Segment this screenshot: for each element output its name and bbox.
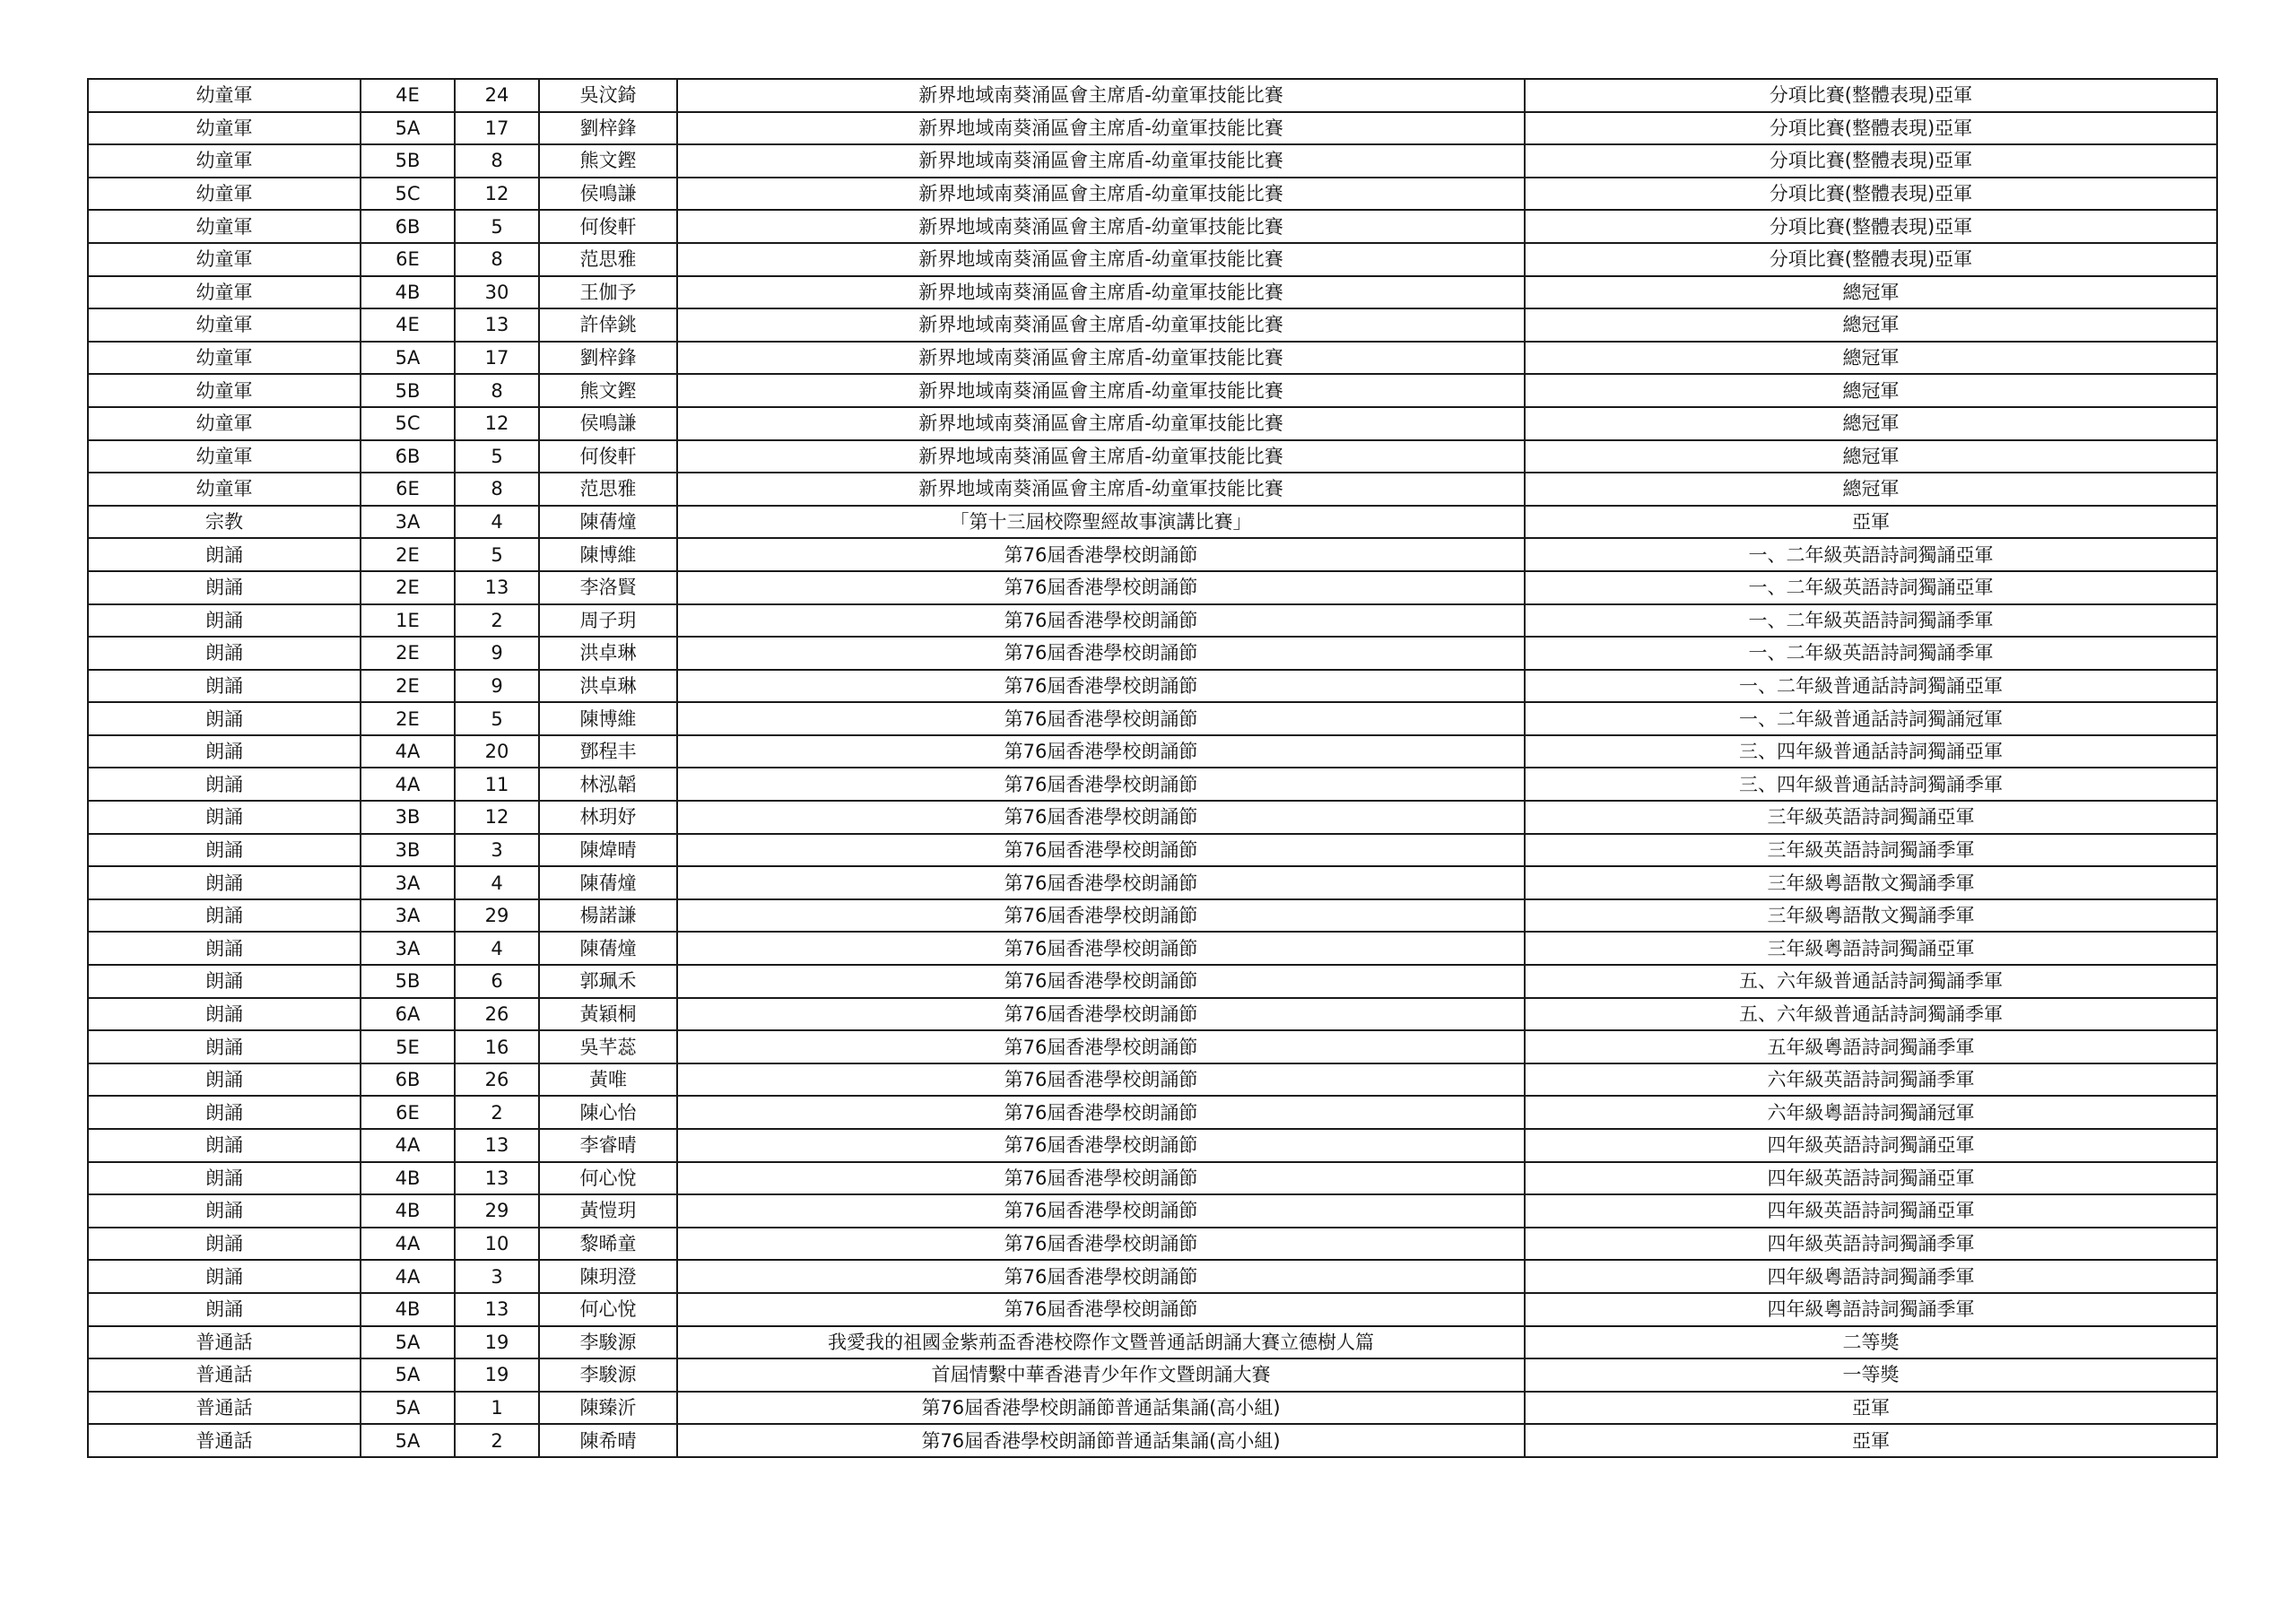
award-cell: 三、四年級普通話詩詞獨誦季軍 bbox=[1525, 768, 2217, 801]
category-cell: 幼童軍 bbox=[88, 342, 361, 375]
student-name-cell: 侯鳴謙 bbox=[539, 178, 677, 211]
class-cell: 2E bbox=[361, 670, 455, 703]
competition-cell: 首屆情繫中華香港青少年作文暨朗誦大賽 bbox=[677, 1358, 1525, 1392]
class-cell: 4A bbox=[361, 735, 455, 768]
table-row bbox=[88, 342, 2217, 375]
class-cell: 4E bbox=[361, 79, 455, 112]
class-cell: 5A bbox=[361, 1424, 455, 1457]
class-cell: 6E bbox=[361, 1096, 455, 1129]
category-cell: 朗誦 bbox=[88, 1030, 361, 1063]
award-cell: 六年級英語詩詞獨誦季軍 bbox=[1525, 1063, 2217, 1097]
table-row bbox=[88, 1260, 2217, 1293]
competition-cell: 第76屆香港學校朗誦節 bbox=[677, 735, 1525, 768]
category-cell: 朗誦 bbox=[88, 866, 361, 899]
student-name-cell: 楊諾謙 bbox=[539, 899, 677, 933]
student-number-cell: 26 bbox=[455, 998, 539, 1031]
student-name-cell: 王伽予 bbox=[539, 276, 677, 309]
class-cell: 5B bbox=[361, 374, 455, 407]
category-cell: 普通話 bbox=[88, 1392, 361, 1425]
category-cell: 朗誦 bbox=[88, 932, 361, 965]
category-cell: 幼童軍 bbox=[88, 112, 361, 145]
table-row bbox=[88, 1392, 2217, 1425]
awards-table-body bbox=[88, 79, 2217, 1457]
category-cell: 朗誦 bbox=[88, 965, 361, 998]
student-name-cell: 林玥妤 bbox=[539, 801, 677, 834]
student-name-cell: 李駿源 bbox=[539, 1326, 677, 1359]
student-name-cell: 李睿晴 bbox=[539, 1129, 677, 1162]
category-cell: 幼童軍 bbox=[88, 79, 361, 112]
student-number-cell: 29 bbox=[455, 899, 539, 933]
student-number-cell: 2 bbox=[455, 1424, 539, 1457]
class-cell: 5A bbox=[361, 1392, 455, 1425]
student-number-cell: 13 bbox=[455, 571, 539, 604]
category-cell: 普通話 bbox=[88, 1424, 361, 1457]
table-row bbox=[88, 1424, 2217, 1457]
competition-cell: 第76屆香港學校朗誦節 bbox=[677, 1228, 1525, 1261]
category-cell: 朗誦 bbox=[88, 1260, 361, 1293]
award-cell: 一等獎 bbox=[1525, 1358, 2217, 1392]
student-name-cell: 黃穎桐 bbox=[539, 998, 677, 1031]
award-cell: 三年級英語詩詞獨誦季軍 bbox=[1525, 834, 2217, 867]
student-number-cell: 2 bbox=[455, 604, 539, 638]
competition-cell: 「第十三屆校際聖經故事演講比賽」 bbox=[677, 506, 1525, 539]
student-number-cell: 4 bbox=[455, 506, 539, 539]
table-row bbox=[88, 144, 2217, 178]
award-cell: 一、二年級英語詩詞獨誦季軍 bbox=[1525, 604, 2217, 638]
competition-cell: 新界地域南葵涌區會主席盾-幼童軍技能比賽 bbox=[677, 112, 1525, 145]
class-cell: 2E bbox=[361, 538, 455, 571]
student-number-cell: 26 bbox=[455, 1063, 539, 1097]
student-number-cell: 12 bbox=[455, 801, 539, 834]
student-name-cell: 何俊軒 bbox=[539, 440, 677, 473]
award-cell: 四年級英語詩詞獨誦亞軍 bbox=[1525, 1162, 2217, 1195]
student-number-cell: 5 bbox=[455, 210, 539, 243]
student-name-cell: 陳蒨燑 bbox=[539, 866, 677, 899]
category-cell: 幼童軍 bbox=[88, 243, 361, 276]
student-name-cell: 陳蒨燑 bbox=[539, 932, 677, 965]
competition-cell: 新界地域南葵涌區會主席盾-幼童軍技能比賽 bbox=[677, 473, 1525, 506]
competition-cell: 新界地域南葵涌區會主席盾-幼童軍技能比賽 bbox=[677, 210, 1525, 243]
class-cell: 3A bbox=[361, 866, 455, 899]
table-row bbox=[88, 571, 2217, 604]
category-cell: 朗誦 bbox=[88, 1293, 361, 1326]
class-cell: 3A bbox=[361, 899, 455, 933]
student-name-cell: 吳汶錡 bbox=[539, 79, 677, 112]
award-cell: 五、六年級普通話詩詞獨誦季軍 bbox=[1525, 998, 2217, 1031]
table-row bbox=[88, 276, 2217, 309]
competition-cell: 第76屆香港學校朗誦節 bbox=[677, 637, 1525, 670]
award-cell: 三年級粵語散文獨誦季軍 bbox=[1525, 866, 2217, 899]
student-number-cell: 3 bbox=[455, 1260, 539, 1293]
table-row bbox=[88, 965, 2217, 998]
student-name-cell: 黃唯 bbox=[539, 1063, 677, 1097]
award-cell: 四年級英語詩詞獨誦亞軍 bbox=[1525, 1194, 2217, 1228]
award-cell: 六年級粵語詩詞獨誦冠軍 bbox=[1525, 1096, 2217, 1129]
table-row bbox=[88, 1096, 2217, 1129]
student-number-cell: 8 bbox=[455, 374, 539, 407]
student-name-cell: 吳芊蕊 bbox=[539, 1030, 677, 1063]
student-number-cell: 20 bbox=[455, 735, 539, 768]
category-cell: 朗誦 bbox=[88, 801, 361, 834]
student-name-cell: 洪卓琳 bbox=[539, 637, 677, 670]
category-cell: 普通話 bbox=[88, 1358, 361, 1392]
award-cell: 總冠軍 bbox=[1525, 374, 2217, 407]
class-cell: 3A bbox=[361, 932, 455, 965]
award-cell: 一、二年級英語詩詞獨誦亞軍 bbox=[1525, 538, 2217, 571]
class-cell: 2E bbox=[361, 702, 455, 735]
table-row bbox=[88, 407, 2217, 440]
student-name-cell: 陳臻沂 bbox=[539, 1392, 677, 1425]
table-row bbox=[88, 1293, 2217, 1326]
competition-cell: 新界地域南葵涌區會主席盾-幼童軍技能比賽 bbox=[677, 178, 1525, 211]
category-cell: 幼童軍 bbox=[88, 440, 361, 473]
student-number-cell: 5 bbox=[455, 538, 539, 571]
competition-cell: 第76屆香港學校朗誦節 bbox=[677, 1260, 1525, 1293]
competition-cell: 第76屆香港學校朗誦節 bbox=[677, 670, 1525, 703]
class-cell: 5C bbox=[361, 407, 455, 440]
class-cell: 4B bbox=[361, 1162, 455, 1195]
class-cell: 6E bbox=[361, 473, 455, 506]
competition-cell: 第76屆香港學校朗誦節 bbox=[677, 1129, 1525, 1162]
student-number-cell: 8 bbox=[455, 144, 539, 178]
table-row bbox=[88, 210, 2217, 243]
category-cell: 普通話 bbox=[88, 1326, 361, 1359]
student-number-cell: 30 bbox=[455, 276, 539, 309]
class-cell: 1E bbox=[361, 604, 455, 638]
student-number-cell: 29 bbox=[455, 1194, 539, 1228]
student-number-cell: 9 bbox=[455, 670, 539, 703]
award-cell: 三年級粵語散文獨誦季軍 bbox=[1525, 899, 2217, 933]
student-name-cell: 熊文鏗 bbox=[539, 374, 677, 407]
category-cell: 朗誦 bbox=[88, 637, 361, 670]
student-name-cell: 何心悅 bbox=[539, 1293, 677, 1326]
table-row bbox=[88, 1228, 2217, 1261]
class-cell: 4B bbox=[361, 1194, 455, 1228]
student-name-cell: 郭珮禾 bbox=[539, 965, 677, 998]
award-cell: 二等獎 bbox=[1525, 1326, 2217, 1359]
table-row bbox=[88, 1030, 2217, 1063]
student-name-cell: 陳希晴 bbox=[539, 1424, 677, 1457]
student-name-cell: 范思雅 bbox=[539, 473, 677, 506]
class-cell: 4B bbox=[361, 1293, 455, 1326]
award-cell: 分項比賽(整體表現)亞軍 bbox=[1525, 243, 2217, 276]
student-number-cell: 16 bbox=[455, 1030, 539, 1063]
competition-cell: 第76屆香港學校朗誦節 bbox=[677, 998, 1525, 1031]
competition-cell: 第76屆香港學校朗誦節 bbox=[677, 1293, 1525, 1326]
competition-cell: 新界地域南葵涌區會主席盾-幼童軍技能比賽 bbox=[677, 79, 1525, 112]
class-cell: 5B bbox=[361, 965, 455, 998]
category-cell: 幼童軍 bbox=[88, 407, 361, 440]
competition-cell: 新界地域南葵涌區會主席盾-幼童軍技能比賽 bbox=[677, 308, 1525, 342]
competition-cell: 第76屆香港學校朗誦節 bbox=[677, 1063, 1525, 1097]
student-name-cell: 黃愷玥 bbox=[539, 1194, 677, 1228]
student-name-cell: 陳蒨燑 bbox=[539, 506, 677, 539]
student-number-cell: 13 bbox=[455, 1293, 539, 1326]
category-cell: 幼童軍 bbox=[88, 374, 361, 407]
award-cell: 一、二年級普通話詩詞獨誦冠軍 bbox=[1525, 702, 2217, 735]
student-name-cell: 劉梓鋒 bbox=[539, 112, 677, 145]
category-cell: 幼童軍 bbox=[88, 473, 361, 506]
table-row bbox=[88, 308, 2217, 342]
award-cell: 分項比賽(整體表現)亞軍 bbox=[1525, 112, 2217, 145]
category-cell: 朗誦 bbox=[88, 702, 361, 735]
class-cell: 4A bbox=[361, 1129, 455, 1162]
student-name-cell: 何心悅 bbox=[539, 1162, 677, 1195]
student-number-cell: 5 bbox=[455, 702, 539, 735]
category-cell: 朗誦 bbox=[88, 899, 361, 933]
class-cell: 5E bbox=[361, 1030, 455, 1063]
table-row bbox=[88, 506, 2217, 539]
award-cell: 總冠軍 bbox=[1525, 473, 2217, 506]
student-name-cell: 洪卓琳 bbox=[539, 670, 677, 703]
table-row bbox=[88, 604, 2217, 638]
class-cell: 6B bbox=[361, 210, 455, 243]
award-cell: 總冠軍 bbox=[1525, 440, 2217, 473]
student-number-cell: 17 bbox=[455, 112, 539, 145]
competition-cell: 第76屆香港學校朗誦節 bbox=[677, 1096, 1525, 1129]
award-cell: 分項比賽(整體表現)亞軍 bbox=[1525, 144, 2217, 178]
competition-cell: 新界地域南葵涌區會主席盾-幼童軍技能比賽 bbox=[677, 440, 1525, 473]
student-name-cell: 李洛賢 bbox=[539, 571, 677, 604]
award-cell: 一、二年級英語詩詞獨誦亞軍 bbox=[1525, 571, 2217, 604]
table-row bbox=[88, 1326, 2217, 1359]
student-name-cell: 周子玥 bbox=[539, 604, 677, 638]
table-row bbox=[88, 178, 2217, 211]
class-cell: 3B bbox=[361, 834, 455, 867]
student-name-cell: 陳玥澄 bbox=[539, 1260, 677, 1293]
award-cell: 一、二年級普通話詩詞獨誦亞軍 bbox=[1525, 670, 2217, 703]
student-name-cell: 陳煒晴 bbox=[539, 834, 677, 867]
award-cell: 亞軍 bbox=[1525, 506, 2217, 539]
category-cell: 朗誦 bbox=[88, 1194, 361, 1228]
category-cell: 朗誦 bbox=[88, 998, 361, 1031]
student-name-cell: 陳博維 bbox=[539, 538, 677, 571]
student-number-cell: 10 bbox=[455, 1228, 539, 1261]
award-cell: 四年級粵語詩詞獨誦季軍 bbox=[1525, 1293, 2217, 1326]
competition-cell: 第76屆香港學校朗誦節 bbox=[677, 538, 1525, 571]
competition-cell: 第76屆香港學校朗誦節 bbox=[677, 702, 1525, 735]
student-number-cell: 19 bbox=[455, 1358, 539, 1392]
competition-cell: 第76屆香港學校朗誦節 bbox=[677, 932, 1525, 965]
award-cell: 五、六年級普通話詩詞獨誦季軍 bbox=[1525, 965, 2217, 998]
award-cell: 五年級粵語詩詞獨誦季軍 bbox=[1525, 1030, 2217, 1063]
awards-table bbox=[87, 78, 2218, 1458]
class-cell: 6B bbox=[361, 440, 455, 473]
class-cell: 4A bbox=[361, 1228, 455, 1261]
award-cell: 分項比賽(整體表現)亞軍 bbox=[1525, 210, 2217, 243]
table-row bbox=[88, 866, 2217, 899]
award-cell: 一、二年級英語詩詞獨誦季軍 bbox=[1525, 637, 2217, 670]
table-row bbox=[88, 1358, 2217, 1392]
award-cell: 總冠軍 bbox=[1525, 342, 2217, 375]
competition-cell: 新界地域南葵涌區會主席盾-幼童軍技能比賽 bbox=[677, 342, 1525, 375]
table-row bbox=[88, 1063, 2217, 1097]
competition-cell: 第76屆香港學校朗誦節 bbox=[677, 801, 1525, 834]
award-cell: 四年級粵語詩詞獨誦季軍 bbox=[1525, 1260, 2217, 1293]
table-row bbox=[88, 440, 2217, 473]
competition-cell: 新界地域南葵涌區會主席盾-幼童軍技能比賽 bbox=[677, 144, 1525, 178]
table-row bbox=[88, 538, 2217, 571]
category-cell: 朗誦 bbox=[88, 1129, 361, 1162]
student-number-cell: 12 bbox=[455, 178, 539, 211]
student-name-cell: 范思雅 bbox=[539, 243, 677, 276]
class-cell: 5A bbox=[361, 342, 455, 375]
competition-cell: 第76屆香港學校朗誦節 bbox=[677, 604, 1525, 638]
category-cell: 朗誦 bbox=[88, 538, 361, 571]
student-number-cell: 4 bbox=[455, 866, 539, 899]
table-row bbox=[88, 473, 2217, 506]
student-name-cell: 侯鳴謙 bbox=[539, 407, 677, 440]
competition-cell: 第76屆香港學校朗誦節 bbox=[677, 899, 1525, 933]
student-name-cell: 許倖銚 bbox=[539, 308, 677, 342]
competition-cell: 第76屆香港學校朗誦節 bbox=[677, 1162, 1525, 1195]
student-name-cell: 李駿源 bbox=[539, 1358, 677, 1392]
award-cell: 總冠軍 bbox=[1525, 308, 2217, 342]
award-cell: 分項比賽(整體表現)亞軍 bbox=[1525, 178, 2217, 211]
student-number-cell: 6 bbox=[455, 965, 539, 998]
class-cell: 3A bbox=[361, 506, 455, 539]
student-number-cell: 3 bbox=[455, 834, 539, 867]
category-cell: 宗教 bbox=[88, 506, 361, 539]
student-number-cell: 8 bbox=[455, 243, 539, 276]
category-cell: 朗誦 bbox=[88, 1096, 361, 1129]
category-cell: 幼童軍 bbox=[88, 308, 361, 342]
category-cell: 朗誦 bbox=[88, 1162, 361, 1195]
award-cell: 亞軍 bbox=[1525, 1392, 2217, 1425]
competition-cell: 我愛我的祖國金紫荊盃香港校際作文暨普通話朗誦大賽立德樹人篇 bbox=[677, 1326, 1525, 1359]
award-cell: 三年級英語詩詞獨誦亞軍 bbox=[1525, 801, 2217, 834]
award-cell: 三年級粵語詩詞獨誦亞軍 bbox=[1525, 932, 2217, 965]
student-number-cell: 13 bbox=[455, 308, 539, 342]
student-number-cell: 9 bbox=[455, 637, 539, 670]
category-cell: 幼童軍 bbox=[88, 144, 361, 178]
table-row bbox=[88, 1129, 2217, 1162]
competition-cell: 第76屆香港學校朗誦節普通話集誦(高小組) bbox=[677, 1424, 1525, 1457]
award-cell: 總冠軍 bbox=[1525, 276, 2217, 309]
table-row bbox=[88, 112, 2217, 145]
competition-cell: 第76屆香港學校朗誦節 bbox=[677, 965, 1525, 998]
class-cell: 5A bbox=[361, 112, 455, 145]
table-row bbox=[88, 637, 2217, 670]
class-cell: 2E bbox=[361, 637, 455, 670]
student-number-cell: 13 bbox=[455, 1129, 539, 1162]
student-number-cell: 5 bbox=[455, 440, 539, 473]
table-row bbox=[88, 1194, 2217, 1228]
class-cell: 3B bbox=[361, 801, 455, 834]
competition-cell: 第76屆香港學校朗誦節 bbox=[677, 866, 1525, 899]
student-name-cell: 陳博維 bbox=[539, 702, 677, 735]
table-row bbox=[88, 374, 2217, 407]
class-cell: 5A bbox=[361, 1358, 455, 1392]
category-cell: 朗誦 bbox=[88, 1063, 361, 1097]
class-cell: 5C bbox=[361, 178, 455, 211]
award-cell: 亞軍 bbox=[1525, 1424, 2217, 1457]
award-cell: 分項比賽(整體表現)亞軍 bbox=[1525, 79, 2217, 112]
student-name-cell: 鄧程丰 bbox=[539, 735, 677, 768]
table-row bbox=[88, 801, 2217, 834]
student-number-cell: 17 bbox=[455, 342, 539, 375]
class-cell: 6A bbox=[361, 998, 455, 1031]
competition-cell: 新界地域南葵涌區會主席盾-幼童軍技能比賽 bbox=[677, 407, 1525, 440]
category-cell: 幼童軍 bbox=[88, 210, 361, 243]
category-cell: 朗誦 bbox=[88, 670, 361, 703]
category-cell: 朗誦 bbox=[88, 834, 361, 867]
table-row bbox=[88, 1162, 2217, 1195]
category-cell: 朗誦 bbox=[88, 735, 361, 768]
competition-cell: 第76屆香港學校朗誦節 bbox=[677, 768, 1525, 801]
student-number-cell: 24 bbox=[455, 79, 539, 112]
competition-cell: 新界地域南葵涌區會主席盾-幼童軍技能比賽 bbox=[677, 374, 1525, 407]
award-cell: 四年級英語詩詞獨誦亞軍 bbox=[1525, 1129, 2217, 1162]
category-cell: 朗誦 bbox=[88, 1228, 361, 1261]
competition-cell: 第76屆香港學校朗誦節普通話集誦(高小組) bbox=[677, 1392, 1525, 1425]
student-name-cell: 黎晞童 bbox=[539, 1228, 677, 1261]
table-row bbox=[88, 899, 2217, 933]
table-row bbox=[88, 79, 2217, 112]
class-cell: 5A bbox=[361, 1326, 455, 1359]
award-cell: 三、四年級普通話詩詞獨誦亞軍 bbox=[1525, 735, 2217, 768]
table-row bbox=[88, 834, 2217, 867]
student-name-cell: 林泓韜 bbox=[539, 768, 677, 801]
class-cell: 2E bbox=[361, 571, 455, 604]
student-number-cell: 11 bbox=[455, 768, 539, 801]
class-cell: 4B bbox=[361, 276, 455, 309]
document-page bbox=[87, 78, 2216, 1458]
competition-cell: 第76屆香港學校朗誦節 bbox=[677, 571, 1525, 604]
table-row bbox=[88, 702, 2217, 735]
student-name-cell: 何俊軒 bbox=[539, 210, 677, 243]
table-row bbox=[88, 670, 2217, 703]
student-number-cell: 12 bbox=[455, 407, 539, 440]
student-number-cell: 1 bbox=[455, 1392, 539, 1425]
competition-cell: 新界地域南葵涌區會主席盾-幼童軍技能比賽 bbox=[677, 243, 1525, 276]
category-cell: 朗誦 bbox=[88, 571, 361, 604]
class-cell: 4A bbox=[361, 768, 455, 801]
class-cell: 4E bbox=[361, 308, 455, 342]
competition-cell: 第76屆香港學校朗誦節 bbox=[677, 1194, 1525, 1228]
table-row bbox=[88, 243, 2217, 276]
student-name-cell: 陳心怡 bbox=[539, 1096, 677, 1129]
student-number-cell: 4 bbox=[455, 932, 539, 965]
table-row bbox=[88, 998, 2217, 1031]
table-row bbox=[88, 768, 2217, 801]
student-name-cell: 劉梓鋒 bbox=[539, 342, 677, 375]
category-cell: 幼童軍 bbox=[88, 178, 361, 211]
table-row bbox=[88, 735, 2217, 768]
table-row bbox=[88, 932, 2217, 965]
student-number-cell: 8 bbox=[455, 473, 539, 506]
award-cell: 總冠軍 bbox=[1525, 407, 2217, 440]
class-cell: 5B bbox=[361, 144, 455, 178]
student-number-cell: 2 bbox=[455, 1096, 539, 1129]
category-cell: 朗誦 bbox=[88, 768, 361, 801]
student-number-cell: 13 bbox=[455, 1162, 539, 1195]
class-cell: 6E bbox=[361, 243, 455, 276]
competition-cell: 第76屆香港學校朗誦節 bbox=[677, 1030, 1525, 1063]
award-cell: 四年級英語詩詞獨誦季軍 bbox=[1525, 1228, 2217, 1261]
category-cell: 朗誦 bbox=[88, 604, 361, 638]
class-cell: 6B bbox=[361, 1063, 455, 1097]
class-cell: 4A bbox=[361, 1260, 455, 1293]
student-name-cell: 熊文鏗 bbox=[539, 144, 677, 178]
competition-cell: 第76屆香港學校朗誦節 bbox=[677, 834, 1525, 867]
student-number-cell: 19 bbox=[455, 1326, 539, 1359]
category-cell: 幼童軍 bbox=[88, 276, 361, 309]
competition-cell: 新界地域南葵涌區會主席盾-幼童軍技能比賽 bbox=[677, 276, 1525, 309]
